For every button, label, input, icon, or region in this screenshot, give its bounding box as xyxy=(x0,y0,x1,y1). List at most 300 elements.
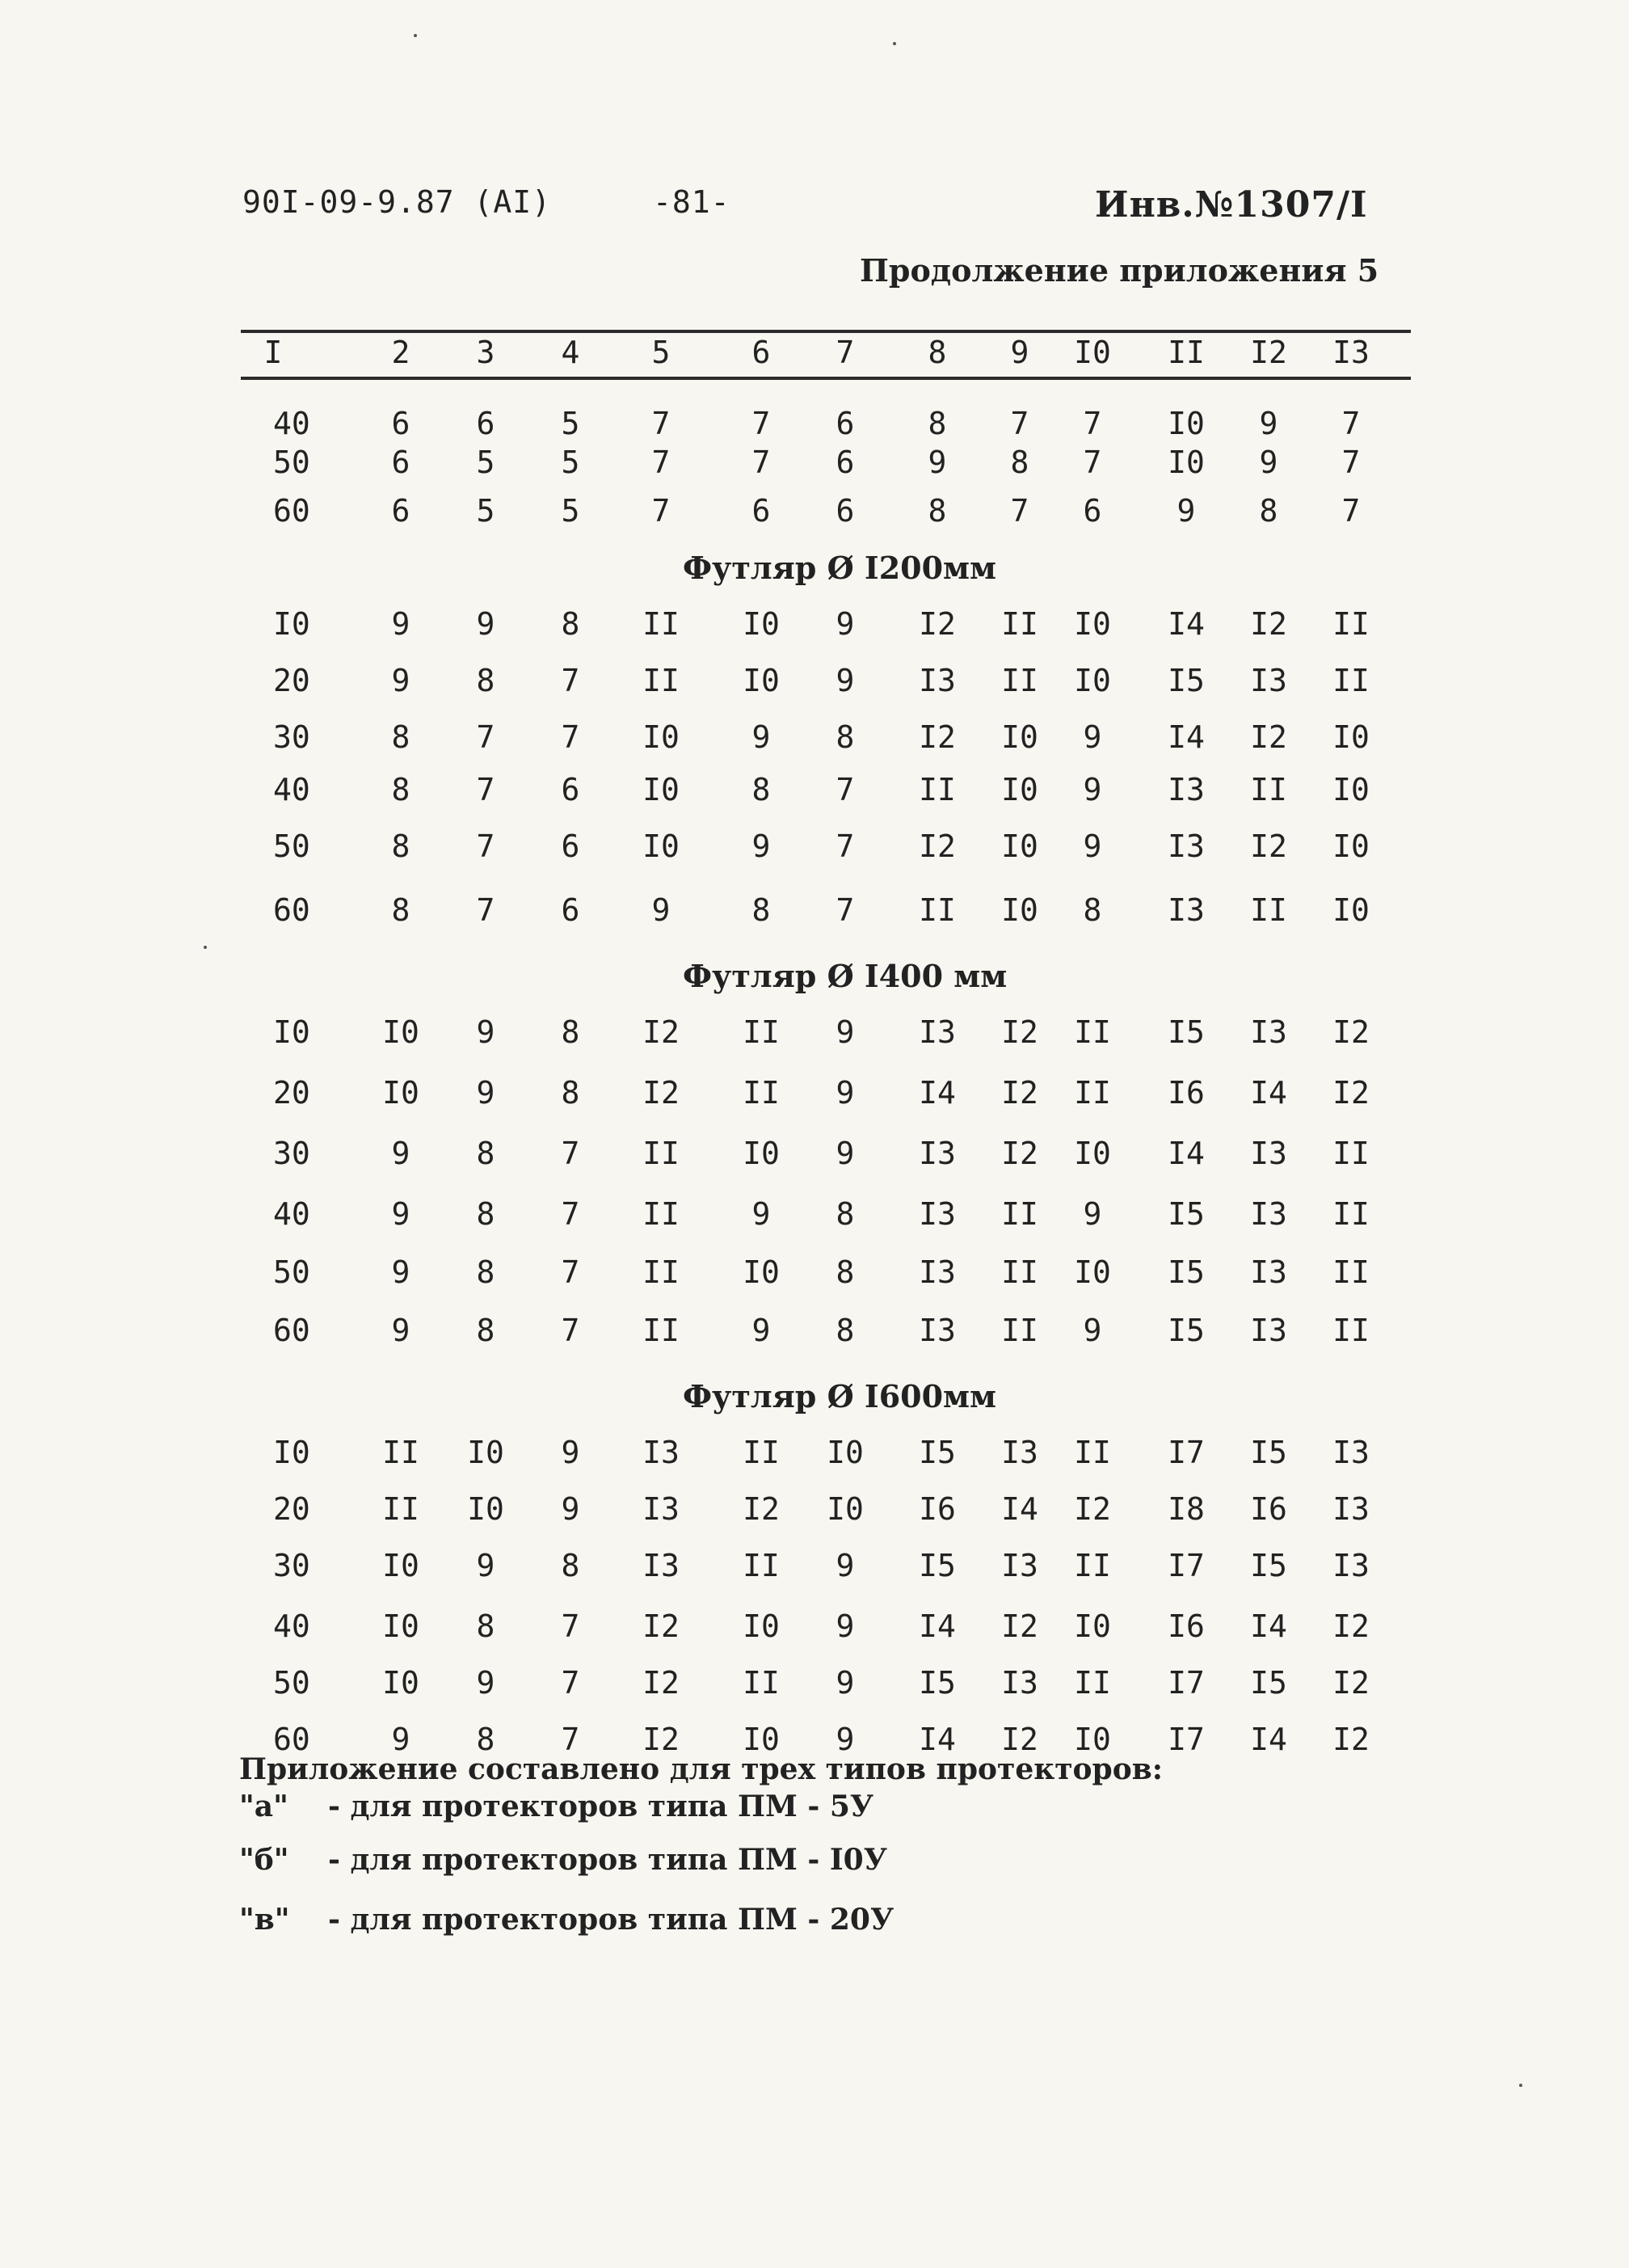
table-cell: I0 xyxy=(382,1608,419,1644)
table-cell: 8 xyxy=(751,772,771,807)
table-cell: II xyxy=(1074,1665,1111,1701)
table-cell: 8 xyxy=(836,719,855,755)
table-cell: 7 xyxy=(561,1254,580,1290)
table-cell: 9 xyxy=(391,1722,410,1757)
column-header: 3 xyxy=(476,335,495,370)
table-cell: I2 xyxy=(1001,1136,1038,1171)
table-cell: 8 xyxy=(561,1548,580,1583)
section-title: Футляр Ø I600мм xyxy=(683,1378,997,1414)
table-cell: I3 xyxy=(919,1196,956,1232)
table-cell: 8 xyxy=(391,719,410,755)
table-row xyxy=(0,1548,1629,1588)
notes-intro: Приложение составлено для трех типов протекторов: xyxy=(239,1752,1164,1786)
column-header: 2 xyxy=(391,335,410,370)
table-cell: I0 xyxy=(1001,719,1038,755)
table-cell: I4 xyxy=(919,1722,956,1757)
table-header-rule xyxy=(241,377,1411,380)
table-cell: 8 xyxy=(836,1313,855,1348)
table-cell: I2 xyxy=(642,1608,680,1644)
table-cell: I2 xyxy=(642,1722,680,1757)
table-cell: I3 xyxy=(1250,1136,1287,1171)
table-cell: 5 xyxy=(561,445,580,480)
table-cell: II xyxy=(743,1665,780,1701)
table-cell: 6 xyxy=(836,445,855,480)
table-cell: I0 xyxy=(1074,1722,1111,1757)
continuation-title: Продолжение приложения 5 xyxy=(860,252,1379,289)
table-cell: 7 xyxy=(561,1608,580,1644)
table-cell: 8 xyxy=(391,828,410,864)
table-cell: I8 xyxy=(1168,1491,1205,1527)
table-cell: II xyxy=(1332,1254,1370,1290)
table-cell: 50 xyxy=(273,828,310,864)
table-cell: I3 xyxy=(919,1313,956,1348)
table-cell: I0 xyxy=(1001,828,1038,864)
table-cell: 7 xyxy=(1010,406,1029,441)
table-row xyxy=(0,892,1629,933)
table-cell: I3 xyxy=(1332,1548,1370,1583)
table-cell: 9 xyxy=(1083,828,1102,864)
table-cell: 7 xyxy=(1010,493,1029,529)
table-cell: I0 xyxy=(642,719,680,755)
table-cell: II xyxy=(743,1075,780,1111)
table-cell: I0 xyxy=(1074,1254,1111,1290)
scan-speck xyxy=(204,946,207,949)
table-cell: 9 xyxy=(751,719,771,755)
table-cell: I2 xyxy=(1250,828,1287,864)
column-header: I xyxy=(263,335,283,370)
table-cell: I0 xyxy=(1074,663,1111,698)
table-cell: 7 xyxy=(476,719,495,755)
table-cell: 9 xyxy=(561,1491,580,1527)
table-cell: I2 xyxy=(642,1665,680,1701)
table-cell: I5 xyxy=(1250,1435,1287,1470)
table-cell: I5 xyxy=(919,1548,956,1583)
table-cell: 30 xyxy=(273,719,310,755)
table-cell: 9 xyxy=(391,1254,410,1290)
table-cell: II xyxy=(1001,1196,1038,1232)
table-cell: 9 xyxy=(836,606,855,642)
table-cell: I0 xyxy=(743,1254,780,1290)
table-cell: 7 xyxy=(836,828,855,864)
table-cell: I0 xyxy=(1074,606,1111,642)
note-text: - для протекторов типа ПМ - I0У xyxy=(328,1843,887,1877)
table-row xyxy=(0,406,1629,446)
table-cell: I6 xyxy=(1168,1075,1205,1111)
table-row xyxy=(0,663,1629,703)
table-cell: I0 xyxy=(1074,1136,1111,1171)
table-cell: 7 xyxy=(1341,406,1361,441)
table-cell: 9 xyxy=(1259,406,1278,441)
table-cell: 50 xyxy=(273,1254,310,1290)
table-cell: I4 xyxy=(1001,1491,1038,1527)
table-cell: 8 xyxy=(476,1608,495,1644)
table-cell: I0 xyxy=(827,1491,864,1527)
table-cell: I2 xyxy=(1250,606,1287,642)
table-cell: I2 xyxy=(1332,1665,1370,1701)
table-row xyxy=(0,1014,1629,1055)
table-cell: I0 xyxy=(1332,828,1370,864)
table-cell: 8 xyxy=(928,493,947,529)
header-row xyxy=(0,335,1629,375)
table-cell: II xyxy=(1001,1254,1038,1290)
table-cell: I3 xyxy=(919,1136,956,1171)
table-cell: 9 xyxy=(836,1722,855,1757)
table-cell: I0 xyxy=(382,1665,419,1701)
table-cell: 9 xyxy=(836,1014,855,1050)
table-cell: 8 xyxy=(476,1196,495,1232)
table-cell: I6 xyxy=(1250,1491,1287,1527)
table-cell: I0 xyxy=(1332,719,1370,755)
table-row xyxy=(0,445,1629,485)
table-cell: 8 xyxy=(476,1254,495,1290)
table-cell: 9 xyxy=(1083,1196,1102,1232)
table-cell: 7 xyxy=(561,719,580,755)
table-cell: I0 xyxy=(743,606,780,642)
table-cell: II xyxy=(1001,606,1038,642)
table-cell: 6 xyxy=(836,493,855,529)
column-header: 9 xyxy=(1010,335,1029,370)
note-item xyxy=(239,1843,887,1877)
table-cell: 20 xyxy=(273,663,310,698)
table-cell: 7 xyxy=(1341,493,1361,529)
table-cell: I0 xyxy=(743,1722,780,1757)
table-cell: I2 xyxy=(1332,1075,1370,1111)
table-cell: I3 xyxy=(1332,1491,1370,1527)
table-cell: II xyxy=(1074,1014,1111,1050)
table-cell: I3 xyxy=(1250,1014,1287,1050)
table-cell: 9 xyxy=(836,1075,855,1111)
table-cell: II xyxy=(1074,1435,1111,1470)
note-label: "б" xyxy=(239,1843,289,1877)
table-cell: I2 xyxy=(1001,1608,1038,1644)
table-cell: 9 xyxy=(836,1136,855,1171)
table-cell: 7 xyxy=(651,493,671,529)
table-cell: I3 xyxy=(642,1548,680,1583)
table-cell: 40 xyxy=(273,772,310,807)
table-cell: I3 xyxy=(1168,892,1205,928)
table-cell: 8 xyxy=(391,772,410,807)
column-header: I3 xyxy=(1332,335,1370,370)
table-cell: I2 xyxy=(1332,1722,1370,1757)
table-cell: 7 xyxy=(1083,406,1102,441)
table-cell: I0 xyxy=(1168,406,1205,441)
table-cell: 7 xyxy=(836,772,855,807)
table-cell: 9 xyxy=(476,606,495,642)
table-cell: I2 xyxy=(1001,1014,1038,1050)
note-text: - для протекторов типа ПМ - 5У xyxy=(328,1790,874,1823)
table-cell: I4 xyxy=(919,1075,956,1111)
table-cell: 60 xyxy=(273,493,310,529)
table-cell: 40 xyxy=(273,1196,310,1232)
table-cell: 8 xyxy=(476,1313,495,1348)
column-header: 6 xyxy=(751,335,771,370)
table-cell: I2 xyxy=(1001,1075,1038,1111)
table-row xyxy=(0,1313,1629,1353)
table-cell: 8 xyxy=(476,1136,495,1171)
table-cell: 6 xyxy=(1083,493,1102,529)
table-cell: 9 xyxy=(1083,1313,1102,1348)
table-cell: 9 xyxy=(391,606,410,642)
table-cell: I5 xyxy=(919,1665,956,1701)
table-cell: 5 xyxy=(476,493,495,529)
table-cell: I7 xyxy=(1168,1435,1205,1470)
table-cell: 7 xyxy=(561,663,580,698)
table-cell: 30 xyxy=(273,1548,310,1583)
table-cell: I0 xyxy=(743,1136,780,1171)
table-cell: 5 xyxy=(561,493,580,529)
table-cell: I5 xyxy=(1250,1548,1287,1583)
column-header: 4 xyxy=(561,335,580,370)
table-cell: II xyxy=(1332,1196,1370,1232)
table-cell: I0 xyxy=(642,772,680,807)
table-cell: I5 xyxy=(1168,1254,1205,1290)
table-cell: 7 xyxy=(476,892,495,928)
table-cell: I2 xyxy=(1332,1608,1370,1644)
table-row xyxy=(0,1665,1629,1705)
table-cell: I4 xyxy=(1168,1136,1205,1171)
table-cell: I4 xyxy=(919,1608,956,1644)
table-cell: 9 xyxy=(391,1196,410,1232)
table-cell: I4 xyxy=(1250,1075,1287,1111)
table-cell: I4 xyxy=(1168,719,1205,755)
table-cell: II xyxy=(1001,1313,1038,1348)
table-cell: II xyxy=(1332,606,1370,642)
table-row xyxy=(0,1254,1629,1295)
table-cell: 9 xyxy=(476,1548,495,1583)
table-cell: 9 xyxy=(751,1196,771,1232)
table-cell: I7 xyxy=(1168,1665,1205,1701)
section-title: Футляр Ø I200мм xyxy=(683,550,997,586)
table-cell: I3 xyxy=(919,1254,956,1290)
column-header: 8 xyxy=(928,335,947,370)
table-row xyxy=(0,772,1629,812)
table-row xyxy=(0,1136,1629,1176)
table-cell: I3 xyxy=(1001,1548,1038,1583)
table-cell: I6 xyxy=(919,1491,956,1527)
table-row xyxy=(0,493,1629,533)
table-cell: I0 xyxy=(1001,892,1038,928)
table-cell: 7 xyxy=(476,828,495,864)
table-cell: II xyxy=(642,1196,680,1232)
scan-speck xyxy=(1519,2084,1522,2087)
table-cell: 7 xyxy=(836,892,855,928)
table-cell: 40 xyxy=(273,406,310,441)
table-cell: II xyxy=(743,1014,780,1050)
table-cell: I0 xyxy=(467,1491,504,1527)
table-cell: I0 xyxy=(1168,445,1205,480)
table-cell: 6 xyxy=(391,445,410,480)
table-cell: 5 xyxy=(476,445,495,480)
table-cell: I0 xyxy=(382,1014,419,1050)
scan-speck xyxy=(893,42,896,45)
table-cell: 60 xyxy=(273,1313,310,1348)
table-cell: 8 xyxy=(836,1196,855,1232)
table-row xyxy=(0,828,1629,869)
table-cell: 7 xyxy=(561,1136,580,1171)
table-cell: 9 xyxy=(391,1136,410,1171)
table-cell: I0 xyxy=(1074,1608,1111,1644)
table-cell: I4 xyxy=(1250,1722,1287,1757)
table-cell: I3 xyxy=(1001,1435,1038,1470)
table-cell: 6 xyxy=(561,828,580,864)
table-cell: I2 xyxy=(642,1014,680,1050)
table-row xyxy=(0,1435,1629,1475)
table-cell: II xyxy=(1332,1136,1370,1171)
table-row xyxy=(0,1075,1629,1115)
table-cell: 6 xyxy=(391,493,410,529)
table-row xyxy=(0,1491,1629,1532)
table-cell: I0 xyxy=(273,1014,310,1050)
table-cell: I4 xyxy=(1168,606,1205,642)
table-cell: II xyxy=(919,892,956,928)
column-header: I0 xyxy=(1074,335,1111,370)
table-cell: II xyxy=(1332,1313,1370,1348)
table-cell: I5 xyxy=(919,1435,956,1470)
table-cell: II xyxy=(642,663,680,698)
table-row xyxy=(0,606,1629,647)
table-cell: 20 xyxy=(273,1075,310,1111)
table-cell: 6 xyxy=(391,406,410,441)
column-header: 5 xyxy=(651,335,671,370)
table-cell: I2 xyxy=(1074,1491,1111,1527)
table-cell: II xyxy=(382,1491,419,1527)
table-cell: I4 xyxy=(1250,1608,1287,1644)
table-cell: II xyxy=(642,1136,680,1171)
table-cell: I7 xyxy=(1168,1548,1205,1583)
table-cell: 7 xyxy=(561,1665,580,1701)
table-cell: I2 xyxy=(1332,1014,1370,1050)
table-cell: I0 xyxy=(743,1608,780,1644)
table-cell: 6 xyxy=(476,406,495,441)
table-cell: 9 xyxy=(561,1435,580,1470)
table-cell: 9 xyxy=(476,1665,495,1701)
table-cell: I0 xyxy=(827,1435,864,1470)
table-cell: II xyxy=(642,1254,680,1290)
table-cell: 50 xyxy=(273,445,310,480)
table-cell: I0 xyxy=(382,1548,419,1583)
table-cell: II xyxy=(642,1313,680,1348)
table-cell: I0 xyxy=(382,1075,419,1111)
table-cell: 8 xyxy=(561,1014,580,1050)
table-cell: I0 xyxy=(743,663,780,698)
table-cell: 7 xyxy=(561,1196,580,1232)
table-cell: I5 xyxy=(1168,663,1205,698)
table-cell: I3 xyxy=(1001,1665,1038,1701)
table-cell: I3 xyxy=(1168,772,1205,807)
table-cell: 9 xyxy=(1176,493,1196,529)
table-cell: I0 xyxy=(642,828,680,864)
table-cell: II xyxy=(642,606,680,642)
table-cell: 8 xyxy=(751,892,771,928)
table-cell: 6 xyxy=(751,493,771,529)
table-cell: 6 xyxy=(836,406,855,441)
table-cell: 8 xyxy=(391,892,410,928)
table-cell: II xyxy=(1074,1075,1111,1111)
table-cell: 8 xyxy=(928,406,947,441)
table-cell: I2 xyxy=(1250,719,1287,755)
column-header: 7 xyxy=(836,335,855,370)
table-cell: 9 xyxy=(391,1313,410,1348)
scan-speck xyxy=(414,34,417,37)
table-cell: 8 xyxy=(1083,892,1102,928)
table-cell: 7 xyxy=(651,406,671,441)
table-cell: I0 xyxy=(273,1435,310,1470)
inventory-number: Инв.№1307/I xyxy=(1095,184,1368,226)
table-cell: I3 xyxy=(1250,663,1287,698)
table-cell: I3 xyxy=(1250,1196,1287,1232)
table-cell: II xyxy=(919,772,956,807)
table-cell: 40 xyxy=(273,1608,310,1644)
note-item xyxy=(239,1790,873,1823)
table-cell: 8 xyxy=(476,663,495,698)
table-cell: II xyxy=(1250,892,1287,928)
table-cell: 9 xyxy=(476,1014,495,1050)
table-cell: 9 xyxy=(1083,772,1102,807)
table-cell: 8 xyxy=(561,606,580,642)
table-cell: I3 xyxy=(1250,1313,1287,1348)
table-cell: 9 xyxy=(928,445,947,480)
table-cell: 60 xyxy=(273,1722,310,1757)
table-cell: I3 xyxy=(1168,828,1205,864)
table-cell: II xyxy=(1332,663,1370,698)
table-cell: I2 xyxy=(919,719,956,755)
note-item xyxy=(239,1903,894,1937)
table-cell: 7 xyxy=(561,1313,580,1348)
table-cell: I3 xyxy=(919,1014,956,1050)
note-label: "в" xyxy=(239,1903,290,1937)
table-cell: 9 xyxy=(391,663,410,698)
table-cell: I2 xyxy=(743,1491,780,1527)
table-cell: 9 xyxy=(751,828,771,864)
table-cell: 7 xyxy=(561,1722,580,1757)
table-cell: II xyxy=(382,1435,419,1470)
table-cell: I3 xyxy=(1250,1254,1287,1290)
table-cell: I0 xyxy=(1001,772,1038,807)
table-cell: 7 xyxy=(751,445,771,480)
table-cell: 8 xyxy=(1010,445,1029,480)
table-cell: 9 xyxy=(836,1548,855,1583)
table-cell: I2 xyxy=(919,828,956,864)
table-cell: 7 xyxy=(751,406,771,441)
table-cell: I2 xyxy=(919,606,956,642)
table-cell: 8 xyxy=(476,1722,495,1757)
table-cell: 9 xyxy=(476,1075,495,1111)
note-text: - для протекторов типа ПМ - 20У xyxy=(328,1903,894,1937)
table-cell: 7 xyxy=(476,772,495,807)
table-cell: 8 xyxy=(561,1075,580,1111)
table-cell: I5 xyxy=(1168,1014,1205,1050)
table-cell: II xyxy=(1074,1548,1111,1583)
table-cell: I3 xyxy=(1332,1435,1370,1470)
table-row xyxy=(0,1196,1629,1237)
table-cell: 20 xyxy=(273,1491,310,1527)
table-cell: I5 xyxy=(1168,1313,1205,1348)
table-cell: I0 xyxy=(1332,772,1370,807)
table-cell: I7 xyxy=(1168,1722,1205,1757)
table-cell: 6 xyxy=(561,772,580,807)
table-cell: 9 xyxy=(751,1313,771,1348)
table-cell: 9 xyxy=(836,1608,855,1644)
table-row xyxy=(0,1608,1629,1649)
table-cell: 7 xyxy=(651,445,671,480)
document-code: 90I-09-9.87 (AI) xyxy=(242,184,552,220)
table-cell: I5 xyxy=(1250,1665,1287,1701)
table-cell: II xyxy=(743,1548,780,1583)
table-cell: I0 xyxy=(467,1435,504,1470)
table-cell: 60 xyxy=(273,892,310,928)
table-cell: 9 xyxy=(1259,445,1278,480)
table-cell: I2 xyxy=(642,1075,680,1111)
